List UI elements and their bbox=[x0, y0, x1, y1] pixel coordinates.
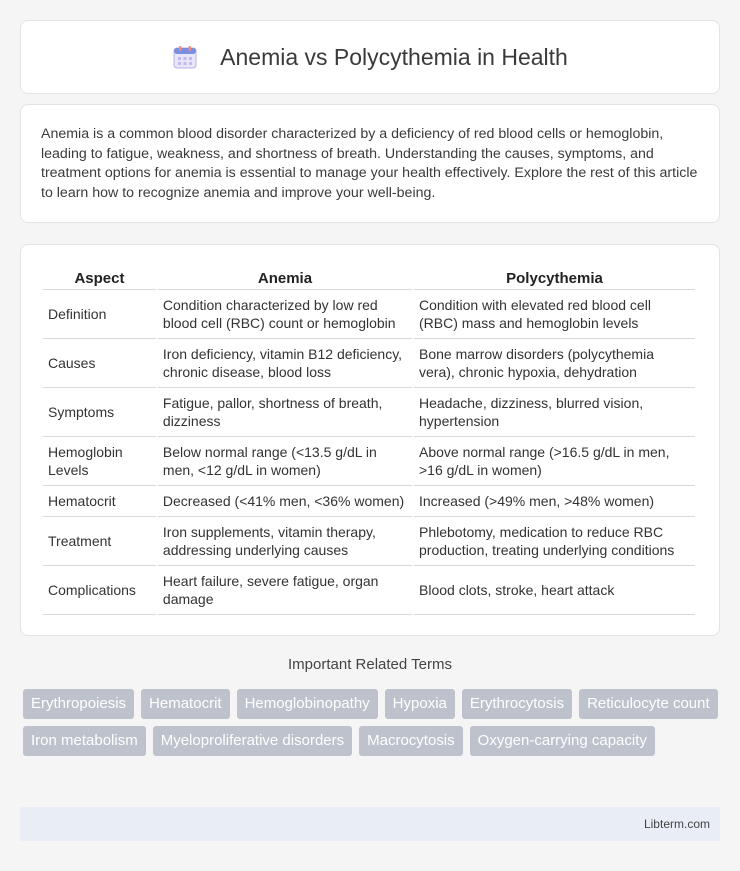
related-terms-title: Important Related Terms bbox=[288, 656, 452, 673]
related-terms-list bbox=[23, 689, 723, 756]
row-aspect: Complications bbox=[43, 566, 156, 615]
table-row bbox=[43, 486, 695, 517]
tag-erythrocytosis[interactable]: Erythrocytosis bbox=[462, 689, 572, 719]
page-title: Anemia vs Polycythemia in Health bbox=[220, 43, 568, 70]
footer-site-link[interactable]: Libterm.com bbox=[643, 817, 710, 831]
row-polycythemia: Blood clots, stroke, heart attack bbox=[414, 566, 695, 615]
calendar-icon bbox=[172, 44, 198, 70]
intro-card bbox=[20, 104, 720, 223]
row-aspect: Treatment bbox=[43, 517, 156, 566]
header-aspect: Aspect bbox=[43, 265, 156, 290]
tag-iron-metabolism[interactable]: Iron metabolism bbox=[23, 726, 146, 756]
comparison-table bbox=[41, 265, 697, 615]
row-aspect: Hematocrit bbox=[43, 486, 156, 517]
row-anemia: Iron deficiency, vitamin B12 deficiency, chronic disease, blood loss bbox=[158, 339, 412, 388]
header-polycythemia: Polycythemia bbox=[414, 265, 695, 290]
tag-hematocrit[interactable]: Hematocrit bbox=[141, 689, 230, 719]
row-polycythemia: Bone marrow disorders (polycythemia vera), chronic hypoxia, dehydration bbox=[414, 339, 695, 388]
intro-paragraph: Anemia is a common blood disorder characterized by a deficiency of red blood cells or hemoglobin, leading to fatigue, weakness, and shortness of breath. Understanding the causes, symptoms, and treatment options for anemia is essential to manage your health effectively. Explore the rest of this article to learn how to recognize anemia and improve your well-being. bbox=[41, 126, 698, 201]
row-polycythemia: Increased (>49% men, >48% women) bbox=[414, 486, 695, 517]
row-anemia: Condition characterized by low red blood cell (RBC) count or hemoglobin bbox=[158, 290, 412, 339]
table-row bbox=[43, 388, 695, 437]
table-row bbox=[43, 437, 695, 486]
tag-hemoglobinopathy[interactable]: Hemoglobinopathy bbox=[237, 689, 378, 719]
tag-myeloproliferative-disorders[interactable]: Myeloproliferative disorders bbox=[153, 726, 352, 756]
header-anemia: Anemia bbox=[158, 265, 412, 290]
row-aspect: Hemoglobin Levels bbox=[43, 437, 156, 486]
row-polycythemia: Phlebotomy, medication to reduce RBC production, treating underlying conditions bbox=[414, 517, 695, 566]
title-card bbox=[20, 20, 720, 94]
row-anemia: Heart failure, severe fatigue, organ damage bbox=[158, 566, 412, 615]
tag-oxygen-carrying-capacity[interactable]: Oxygen-carrying capacity bbox=[470, 726, 655, 756]
row-anemia: Decreased (<41% men, <36% women) bbox=[158, 486, 412, 517]
comparison-card bbox=[20, 244, 720, 636]
row-anemia: Fatigue, pallor, shortness of breath, dizziness bbox=[158, 388, 412, 437]
tag-erythropoiesis[interactable]: Erythropoiesis bbox=[23, 689, 134, 719]
row-polycythemia: Headache, dizziness, blurred vision, hypertension bbox=[414, 388, 695, 437]
row-aspect: Definition bbox=[43, 290, 156, 339]
tag-reticulocyte-count[interactable]: Reticulocyte count bbox=[579, 689, 718, 719]
tag-macrocytosis[interactable]: Macrocytosis bbox=[359, 726, 463, 756]
table-row bbox=[43, 339, 695, 388]
row-polycythemia: Condition with elevated red blood cell (RBC) mass and hemoglobin levels bbox=[414, 290, 695, 339]
footer bbox=[20, 807, 720, 841]
row-aspect: Symptoms bbox=[43, 388, 156, 437]
row-anemia: Iron supplements, vitamin therapy, addressing underlying causes bbox=[158, 517, 412, 566]
tag-hypoxia[interactable]: Hypoxia bbox=[385, 689, 455, 719]
row-aspect: Causes bbox=[43, 339, 156, 388]
row-anemia: Below normal range (<13.5 g/dL in men, <12 g/dL in women) bbox=[158, 437, 412, 486]
table-row bbox=[43, 517, 695, 566]
row-polycythemia: Above normal range (>16.5 g/dL in men, >16 g/dL in women) bbox=[414, 437, 695, 486]
table-row bbox=[43, 566, 695, 615]
table-header-row bbox=[43, 265, 695, 290]
table-row bbox=[43, 290, 695, 339]
